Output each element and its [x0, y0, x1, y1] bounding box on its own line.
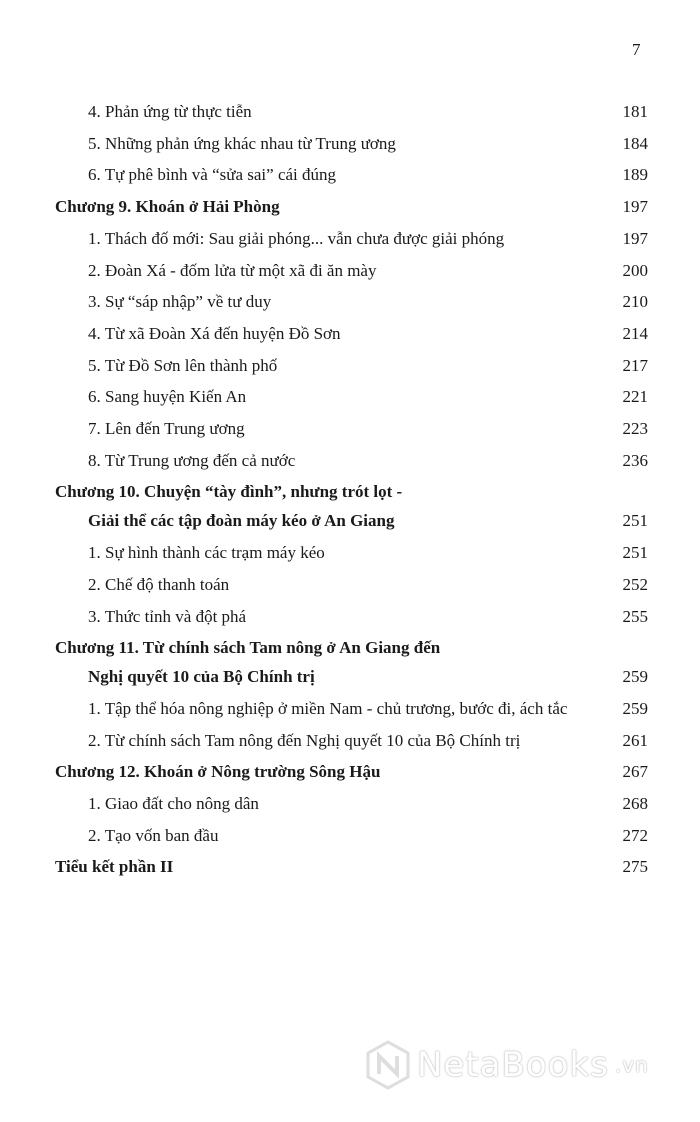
toc-section-entry	[0, 289, 700, 315]
entry-page-number: 259	[622, 667, 648, 687]
entry-title: Nghị quyết 10 của Bộ Chính trị	[88, 667, 315, 687]
entry-title: Chương 10. Chuyện “tày đình”, nhưng trót lọt -	[55, 482, 403, 502]
toc-section-entry	[0, 823, 700, 849]
entry-page-number: 181	[622, 102, 648, 121]
entry-title: 6. Tự phê bình và “sửa sai” cái đúng	[88, 165, 337, 185]
toc-section-entry	[0, 604, 700, 630]
entry-page-number: 251	[622, 543, 648, 563]
entry-page-number: 197	[622, 197, 648, 217]
entry-page-number: 189	[622, 165, 648, 185]
entry-title: 3. Thức tỉnh và đột phá	[88, 606, 247, 626]
entry-title: 5. Những phản ứng khác nhau từ Trung ương	[88, 133, 396, 153]
entry-page-number: 236	[622, 450, 648, 470]
entry-page-number: 214	[622, 323, 648, 343]
entry-title: Giải thể các tập đoàn máy kéo ở An Giang	[88, 511, 395, 531]
entry-page-number: 200	[622, 260, 648, 280]
entry-page-number: 272	[622, 825, 648, 845]
watermark-brand: NetaBooks	[417, 1045, 609, 1085]
toc-section-entry	[0, 384, 700, 410]
toc-section-entry	[0, 99, 700, 125]
entry-page-number: 268	[622, 794, 648, 813]
entry-page-number: 217	[622, 355, 648, 375]
toc-section-entry	[0, 791, 700, 817]
entry-title: 7. Lên đến Trung ương	[88, 419, 245, 438]
entry-page-number: 255	[622, 606, 648, 626]
entry-page-number: 275	[622, 857, 648, 877]
netabooks-logo-icon	[365, 1040, 411, 1090]
page-number: 7	[632, 40, 641, 59]
toc-section-entry	[0, 321, 700, 347]
toc-section-entry	[0, 353, 700, 379]
toc-chapter-entry	[0, 854, 700, 880]
entry-title: 4. Từ xã Đoàn Xá đến huyện Đồ Sơn	[88, 323, 341, 343]
toc-section-entry	[0, 728, 700, 754]
entry-page-number: 261	[622, 730, 648, 750]
toc-section-entry	[0, 226, 700, 252]
entry-page-number: 221	[622, 387, 648, 407]
toc-section-entry	[0, 572, 700, 598]
entry-title: Tiểu kết phần II	[55, 857, 174, 877]
entry-title: 2. Đoàn Xá - đốm lửa từ một xã đi ăn mày	[88, 260, 377, 280]
toc-chapter-entry	[0, 759, 700, 785]
entry-title: Chương 11. Từ chính sách Tam nông ở An Giang đến	[55, 638, 441, 658]
toc-section-entry	[0, 131, 700, 157]
entry-title: 1. Giao đất cho nông dân	[88, 794, 259, 813]
toc-section-entry	[0, 540, 700, 566]
entry-title: Chương 12. Khoán ở Nông trường Sông Hậu	[55, 762, 381, 782]
entry-page-number: 251	[622, 511, 648, 531]
entry-page-number: 223	[622, 419, 648, 438]
toc-chapter-entry	[0, 664, 700, 690]
entry-title: 2. Chế độ thanh toán	[88, 574, 230, 594]
entry-title: 3. Sự “sáp nhập” về tư duy	[88, 292, 272, 312]
entry-title: 6. Sang huyện Kiến An	[88, 387, 247, 407]
entry-title: 2. Từ chính sách Tam nông đến Nghị quyết 10 của Bộ Chính trị	[88, 730, 521, 750]
entry-title: 8. Từ Trung ương đến cả nước	[88, 450, 296, 470]
entry-title: 2. Tạo vốn ban đầu	[88, 825, 219, 845]
toc-section-entry	[0, 162, 700, 188]
toc-section-entry	[0, 258, 700, 284]
toc-chapter-entry	[0, 194, 700, 220]
toc-chapter-entry	[0, 508, 700, 534]
watermark-suffix: .vn	[614, 1053, 649, 1077]
entry-page-number: 252	[622, 574, 648, 594]
entry-title: 1. Sự hình thành các trạm máy kéo	[88, 543, 325, 563]
entry-title: 4. Phản ứng từ thực tiễn	[88, 102, 252, 121]
entry-page-number: 197	[622, 228, 648, 248]
toc-section-entry	[0, 416, 700, 442]
entry-title: Chương 9. Khoán ở Hải Phòng	[55, 197, 280, 217]
watermark	[365, 1040, 649, 1090]
toc-chapter-entry	[0, 479, 700, 505]
entry-title: 1. Thách đố mới: Sau giải phóng... vẫn chưa được giải phóng	[88, 228, 505, 248]
entry-page-number: 210	[622, 292, 648, 312]
toc-section-entry	[0, 448, 700, 474]
toc-section-entry	[0, 696, 700, 722]
entry-page-number: 267	[622, 762, 648, 782]
entry-title: 5. Từ Đồ Sơn lên thành phố	[88, 355, 278, 375]
entry-page-number: 259	[622, 698, 648, 718]
entry-page-number: 184	[622, 133, 648, 153]
entry-title: 1. Tập thể hóa nông nghiệp ở miền Nam - chủ trương, bước đi, ách tắc	[88, 698, 568, 718]
toc-chapter-entry	[0, 635, 700, 661]
